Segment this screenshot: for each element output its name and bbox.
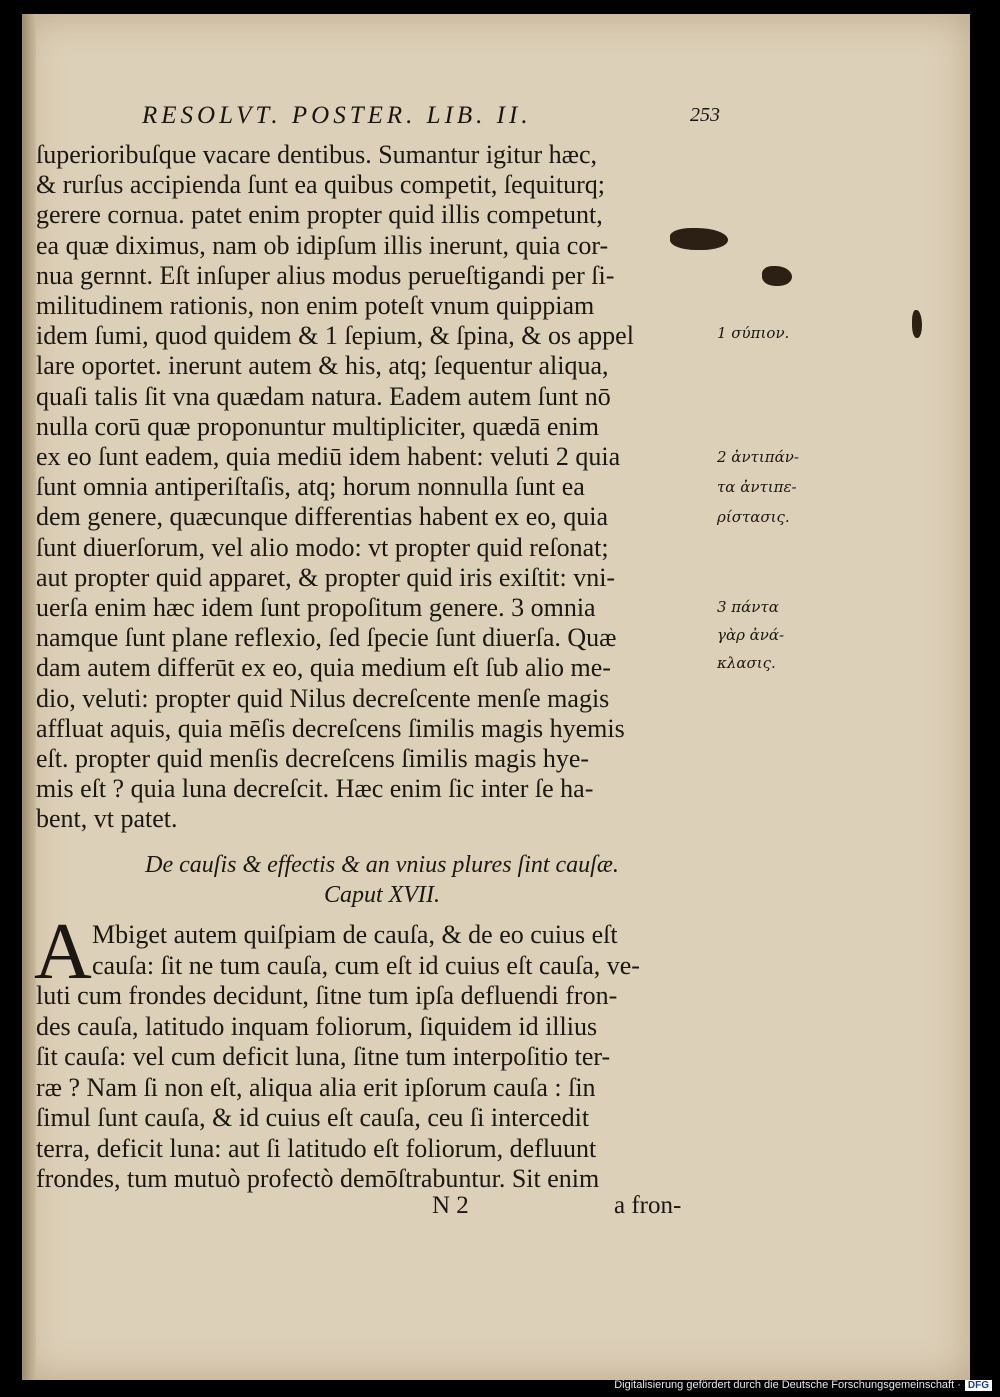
book-page [22, 14, 970, 1380]
text-line: ſunt diuerſorum, vel alio modo: vt propter quid reſonat; [36, 532, 609, 562]
text-line: idem ſumi, quod quidem & 1 ſepium, & ſpina, & os appel [36, 321, 634, 351]
margin-note: 3 πάντα [717, 598, 779, 616]
digitization-credit [614, 1379, 992, 1391]
margin-note: ρίστασις. [717, 508, 790, 526]
text-line: dem genere, quæcunque differentias habent ex eo, quia [36, 502, 609, 532]
text-line: ſuperioribuſque vacare dentibus. Sumantur igitur hæc, [36, 140, 598, 169]
text-line: ſimul ſunt cauſa, & id cuius eſt cauſa, ceu ſi intercedit [36, 1103, 590, 1132]
margin-note: τα ἀντιπε- [717, 478, 797, 496]
text-line: namque ſunt plane reflexio, ſed ſpecie ſunt diuerſa. Quæ [36, 623, 617, 653]
margin-note: γὰρ ἀνά- [717, 626, 785, 644]
text-line: & rurſus accipienda ſunt ea quibus competit, ſequiturq; [36, 170, 605, 200]
section-heading: De cauſis & effectis & an vnius plures ſint cauſæ. [145, 852, 619, 878]
text-line: nulla corū quæ proponuntur multipliciter, quædā enim [36, 411, 599, 441]
text-line: militudinem rationis, non enim poteſt vnum quippiam [36, 291, 595, 320]
margin-note: 1 σύπιον. [717, 324, 790, 342]
text-line: eſt. propter quid menſis decreſcens ſimilis magis hye- [36, 744, 590, 773]
text-line: uerſa enim hæc idem ſunt propoſitum genere. 3 omnia [36, 593, 596, 622]
text-line: ſunt omnia antiperiſtaſis, atq; horum nonnulla ſunt ea [36, 472, 585, 502]
ink-blot [670, 228, 728, 250]
ink-blot [912, 310, 922, 338]
signature-mark: N 2 [432, 1192, 469, 1219]
text-line: ræ ? Nam ſi non eſt, aliqua alia erit ipſorum cauſa : ſin [36, 1072, 596, 1102]
folio-number: 253 [690, 104, 720, 126]
text-line: aut propter quid apparet, & propter quid iris exiſtit: vni- [36, 562, 616, 592]
text-line: cauſa: ſit ne tum cauſa, cum eſt id cuius eſt cauſa, ve- [92, 950, 640, 980]
text-line: ea quæ diximus, nam ob idipſum illis inerunt, quia cor- [36, 230, 609, 260]
margin-note: 2 ἀντιπάν- [717, 448, 799, 466]
text-line: Mbiget autem quiſpiam de cauſa, & de eo cuius eſt [92, 920, 618, 949]
text-line: quaſi talis ſit vna quædam natura. Eadem autem ſunt nō [36, 381, 611, 411]
text-line: mis eſt ? quia luna decreſcit. Hæc enim ſic inter ſe ha- [36, 774, 594, 804]
text-line: affluat aquis, quia mēſis decreſcens ſimilis magis hyemis [36, 713, 625, 743]
page-gutter [22, 14, 36, 1380]
text-line: luti cum frondes decidunt, ſitne tum ipſa defluendi fron- [36, 981, 618, 1010]
dfg-logo: DFG [965, 1380, 992, 1391]
text-line: gerere cornua. patet enim propter quid illis competunt, [36, 200, 603, 230]
margin-note: κλασις. [717, 654, 776, 672]
catchword: a fron- [614, 1192, 682, 1219]
text-line: dio, veluti: propter quid Nilus decreſcente menſe magis [36, 683, 610, 713]
text-line: nua gernnt. Eſt inſuper alius modus perueſtigandi per ſi- [36, 260, 615, 290]
running-title: RESOLVT. POSTER. LIB. II. [142, 102, 532, 129]
text-line: bent, vt patet. [36, 804, 178, 834]
text-line: lare oportet. inerunt autem & his, atq; ſequentur aliqua, [36, 351, 609, 381]
ink-blot [762, 266, 792, 286]
text-line: ex eo ſunt eadem, quia mediū idem habent: veluti 2 quia [36, 442, 621, 471]
text-line: dam autem differūt ex eo, quia medium eſt ſub alio me- [36, 653, 611, 683]
drop-cap: A [34, 908, 92, 996]
text-line: frondes, tum mutuò profectò demōſtrabuntur. Sit enim [36, 1164, 600, 1193]
text-line: des cauſa, latitudo inquam foliorum, ſiquidem id illius [36, 1011, 598, 1041]
credit-text: Digitalisierung gefördert durch die Deutsche Forschungsgemeinschaft · [614, 1379, 961, 1391]
text-line: terra, deficit luna: aut ſi latitudo eſt foliorum, defluunt [36, 1133, 597, 1163]
chapter-number: Caput XVII. [324, 882, 440, 908]
text-line: ſit cauſa: vel cum deficit luna, ſitne tum interpoſitio ter- [36, 1042, 611, 1071]
running-header [142, 102, 720, 130]
